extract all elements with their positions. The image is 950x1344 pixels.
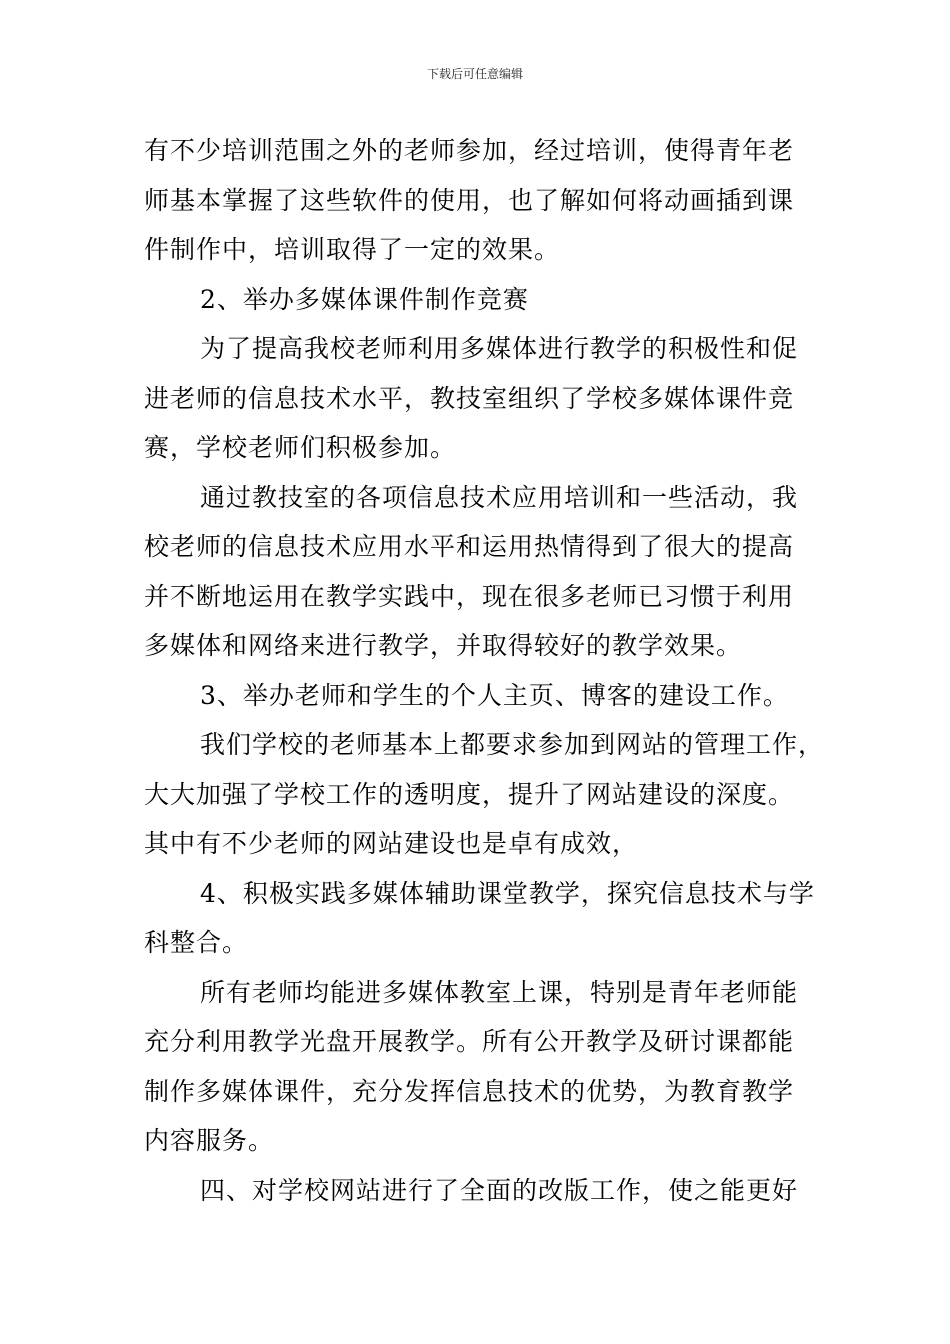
text-line: 师基本掌握了这些软件的使用，也了解如何将动画插到课 [144, 185, 795, 215]
text-line: 件制作中，培训取得了一定的效果。 [144, 235, 561, 264]
text-line: 2、举办多媒体课件制作竞赛 [200, 284, 529, 314]
text-line: 校老师的信息技术应用水平和运用热情得到了很大的提高 [144, 532, 795, 561]
text-line: 我们学校的老师基本上都要求参加到网站的管理工作， [200, 730, 825, 759]
text-line: 为了提高我校老师利用多媒体进行教学的积极性和促 [200, 334, 799, 363]
document-body [144, 126, 825, 1215]
page-header: 下载后可任意编辑 [426, 67, 523, 81]
text-line: 并不断地运用在教学实践中，现在很多老师已习惯于利用 [144, 581, 795, 611]
text-line: 通过教技室的各项信息技术应用培训和一些活动，我 [200, 482, 799, 512]
text-line: 其中有不少老师的网站建设也是卓有成效， [144, 829, 639, 858]
text-line: 科整合。 [144, 928, 249, 957]
text-line: 所有老师均能进多媒体教室上课，特别是青年老师能 [200, 977, 799, 1007]
text-line: 有不少培训范围之外的老师参加，经过培训，使得青年老 [144, 136, 795, 165]
text-line: 多媒体和网络来进行教学，并取得较好的教学效果。 [144, 631, 743, 660]
text-line: 四、对学校网站进行了全面的改版工作，使之能更好 [200, 1175, 799, 1205]
text-line: 进老师的信息技术水平，教技室组织了学校多媒体课件竞 [144, 383, 795, 413]
text-line: 制作多媒体课件，充分发挥信息技术的优势，为教育教学 [144, 1076, 795, 1106]
text-line: 赛，学校老师们积极参加。 [144, 433, 457, 462]
text-line: 内容服务。 [144, 1126, 275, 1155]
text-line: 大大加强了学校工作的透明度，提升了网站建设的深度。 [144, 779, 795, 809]
text-line: 4、积极实践多媒体辅助课堂教学，探究信息技术与学 [200, 878, 815, 908]
text-line: 充分利用教学光盘开展教学。所有公开教学及研讨课都能 [144, 1027, 795, 1056]
text-line: 3、举办老师和学生的个人主页、博客的建设工作。 [200, 680, 789, 710]
